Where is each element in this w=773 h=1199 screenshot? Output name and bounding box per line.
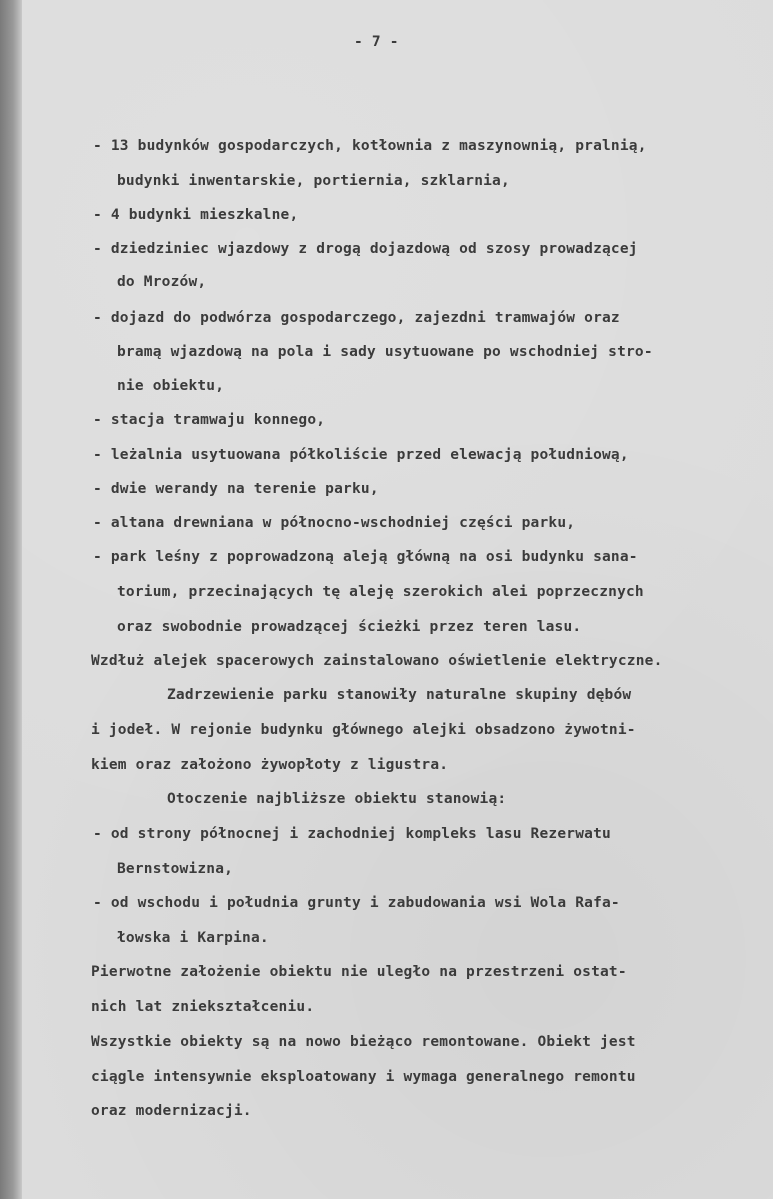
text-line: Bernstowizna,	[117, 861, 234, 877]
text-line: - dojazd do podwórza gospodarczego, zajezdni tramwajów oraz	[93, 310, 620, 326]
text-line: - 4 budynki mieszkalne,	[93, 207, 299, 223]
text-line: oraz swobodnie prowadzącej ścieżki przez teren lasu.	[117, 619, 582, 635]
text-line: - 13 budynków gospodarczych, kotłownia z maszynownią, pralnią,	[93, 138, 647, 154]
text-line: oraz modernizacji.	[91, 1103, 252, 1119]
text-line: Wzdłuż alejek spacerowych zainstalowano oświetlenie elektryczne.	[91, 653, 663, 669]
page-binding-edge	[0, 0, 22, 1199]
text-line: - park leśny z poprowadzoną aleją główną na osi budynku sana-	[93, 549, 638, 565]
text-line: do Mrozów,	[117, 274, 207, 290]
text-line: torium, przecinających tę aleję szerokich alei poprzecznych	[117, 584, 644, 600]
text-line: - dziedziniec wjazdowy z drogą dojazdową od szosy prowadzącej	[93, 241, 638, 257]
text-line: Wszystkie obiekty są na nowo bieżąco remontowane. Obiekt jest	[91, 1034, 636, 1050]
text-line: i jodeł. W rejonie budynku głównego alejki obsadzono żywotni-	[91, 722, 636, 738]
text-line: Zadrzewienie parku stanowiły naturalne skupiny dębów	[167, 687, 632, 703]
text-line: - altana drewniana w północno-wschodniej części parku,	[93, 515, 576, 531]
text-line: - od strony północnej i zachodniej kompleks lasu Rezerwatu	[93, 826, 611, 842]
text-line: nie obiektu,	[117, 378, 225, 394]
text-line: budynki inwentarskie, portiernia, szklarnia,	[117, 173, 510, 189]
text-line: - stacja tramwaju konnego,	[93, 412, 326, 428]
text-line: ciągle intensywnie eksploatowany i wymaga generalnego remontu	[91, 1069, 636, 1085]
text-line: - od wschodu i południa grunty i zabudowania wsi Wola Rafa-	[93, 895, 620, 911]
text-line: Pierwotne założenie obiektu nie uległo na przestrzeni ostat-	[91, 964, 627, 980]
text-line: - dwie werandy na terenie parku,	[93, 481, 379, 497]
page-number: - 7 -	[354, 34, 399, 50]
text-line: łowska i Karpina.	[117, 930, 269, 946]
text-line: kiem oraz założono żywopłoty z ligustra.	[91, 757, 449, 773]
text-line: bramą wjazdową na pola i sady usytuowane po wschodniej stro-	[117, 344, 653, 360]
text-line: Otoczenie najbliższe obiektu stanowią:	[167, 791, 507, 807]
document-page	[22, 0, 773, 1199]
text-line: nich lat zniekształceniu.	[91, 999, 315, 1015]
text-line: - leżalnia usytuowana półkoliście przed elewacją południową,	[93, 447, 629, 463]
